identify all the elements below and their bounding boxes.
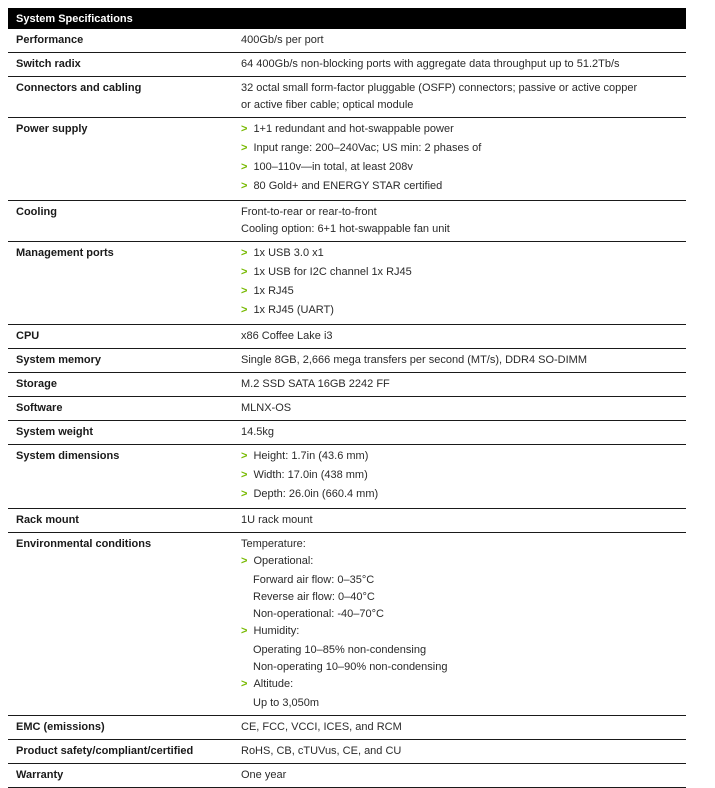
spec-value bbox=[233, 118, 686, 201]
spec-header-row bbox=[8, 8, 686, 29]
spec-bullet bbox=[241, 283, 680, 300]
spec-value-line: MLNX-OS bbox=[241, 402, 292, 414]
spec-bullet bbox=[241, 486, 680, 503]
spec-value-line: 32 octal small form-factor pluggable (OSFP) connectors; passive or active copper bbox=[241, 82, 638, 94]
spec-row-power-supply bbox=[8, 118, 686, 201]
spec-row-rack-mount bbox=[8, 509, 686, 533]
spec-row-connectors-and-cabling bbox=[8, 77, 686, 118]
bullet-arrow-icon: > bbox=[241, 678, 248, 690]
spec-bullet bbox=[241, 121, 680, 138]
spec-value bbox=[233, 397, 686, 421]
spec-bullet bbox=[241, 302, 680, 319]
spec-row-emc-emissions bbox=[8, 716, 686, 740]
env-bullet bbox=[241, 676, 680, 693]
bullet-text: Height: 1.7in (43.6 mm) bbox=[253, 450, 369, 462]
spec-value bbox=[233, 29, 686, 53]
spec-value-line: x86 Coffee Lake i3 bbox=[241, 330, 333, 342]
spec-table-body bbox=[8, 29, 686, 788]
spec-row-cpu bbox=[8, 325, 686, 349]
bullet-text: 100–110v—in total, at least 208v bbox=[253, 161, 413, 173]
env-bullet bbox=[241, 553, 680, 570]
bullet-arrow-icon: > bbox=[241, 625, 248, 637]
spec-value bbox=[233, 242, 686, 325]
spec-value-line: RoHS, CB, cTUVus, CE, and CU bbox=[241, 745, 402, 757]
spec-value bbox=[233, 421, 686, 445]
spec-label: Cooling bbox=[8, 201, 233, 242]
spec-value bbox=[233, 764, 686, 788]
bullet-arrow-icon: > bbox=[241, 488, 248, 500]
spec-bullet bbox=[241, 178, 680, 195]
spec-value-line: M.2 SSD SATA 16GB 2242 FF bbox=[241, 378, 390, 390]
spec-value bbox=[233, 77, 686, 118]
env-sub-line: Non-operational: -40–70°C bbox=[253, 608, 384, 620]
spec-value bbox=[233, 533, 686, 716]
spec-bullet bbox=[241, 448, 680, 465]
bullet-text: Altitude: bbox=[253, 678, 294, 690]
spec-bullet bbox=[241, 159, 680, 176]
bullet-arrow-icon: > bbox=[241, 266, 248, 278]
bullet-arrow-icon: > bbox=[241, 304, 248, 316]
spec-row-environmental-conditions bbox=[8, 533, 686, 716]
spec-row-management-ports bbox=[8, 242, 686, 325]
spec-label: Software bbox=[8, 397, 233, 421]
bullet-text: Humidity: bbox=[253, 625, 300, 637]
bullet-arrow-icon: > bbox=[241, 469, 248, 481]
spec-value-line: 14.5kg bbox=[241, 426, 275, 438]
spec-value-line: or active fiber cable; optical module bbox=[241, 99, 414, 111]
spec-label: Power supply bbox=[8, 118, 233, 201]
env-sub-line: Operating 10–85% non-condensing bbox=[253, 644, 427, 656]
env-heading: Temperature: bbox=[241, 538, 306, 550]
env-sub-line: Up to 3,050m bbox=[253, 697, 320, 709]
spec-row-performance bbox=[8, 29, 686, 53]
bullet-arrow-icon: > bbox=[241, 180, 248, 192]
spec-label: Connectors and cabling bbox=[8, 77, 233, 118]
spec-label: Performance bbox=[8, 29, 233, 53]
spec-value-line: 64 400Gb/s non-blocking ports with aggregate data throughput up to 51.2Tb/s bbox=[241, 58, 620, 70]
spec-row-switch-radix bbox=[8, 53, 686, 77]
spec-bullet bbox=[241, 467, 680, 484]
spec-label: Environmental conditions bbox=[8, 533, 233, 716]
spec-label: System dimensions bbox=[8, 445, 233, 509]
spec-bullet bbox=[241, 140, 680, 157]
spec-value-line: CE, FCC, VCCI, ICES, and RCM bbox=[241, 721, 402, 733]
bullet-arrow-icon: > bbox=[241, 555, 248, 567]
spec-label: CPU bbox=[8, 325, 233, 349]
bullet-text: 1x USB for I2C channel 1x RJ45 bbox=[253, 266, 412, 278]
bullet-arrow-icon: > bbox=[241, 285, 248, 297]
bullet-text: 1x RJ45 bbox=[253, 285, 294, 297]
spec-value-line: Single 8GB, 2,666 mega transfers per second (MT/s), DDR4 SO-DIMM bbox=[241, 354, 588, 366]
spec-bullet bbox=[241, 264, 680, 281]
bullet-text: Width: 17.0in (438 mm) bbox=[253, 469, 368, 481]
env-sub-line: Forward air flow: 0–35°C bbox=[253, 574, 375, 586]
spec-label: Warranty bbox=[8, 764, 233, 788]
spec-value-line: 1U rack mount bbox=[241, 514, 313, 526]
bullet-arrow-icon: > bbox=[241, 247, 248, 259]
spec-row-warranty bbox=[8, 764, 686, 788]
spec-label: Rack mount bbox=[8, 509, 233, 533]
spec-row-system-memory bbox=[8, 349, 686, 373]
env-sub-line: Reverse air flow: 0–40°C bbox=[253, 591, 375, 603]
bullet-text: 1x USB 3.0 x1 bbox=[253, 247, 324, 259]
spec-table-title: System Specifications bbox=[8, 8, 686, 29]
bullet-text: 80 Gold+ and ENERGY STAR certified bbox=[253, 180, 443, 192]
env-bullet bbox=[241, 623, 680, 640]
spec-value bbox=[233, 445, 686, 509]
spec-row-storage bbox=[8, 373, 686, 397]
spec-value bbox=[233, 349, 686, 373]
bullet-text: 1x RJ45 (UART) bbox=[253, 304, 334, 316]
spec-label: Storage bbox=[8, 373, 233, 397]
spec-value bbox=[233, 373, 686, 397]
spec-label: Switch radix bbox=[8, 53, 233, 77]
spec-row-cooling bbox=[8, 201, 686, 242]
spec-value-line: Cooling option: 6+1 hot-swappable fan unit bbox=[241, 223, 450, 235]
bullet-arrow-icon: > bbox=[241, 161, 248, 173]
bullet-text: 1+1 redundant and hot-swappable power bbox=[253, 123, 454, 135]
env-sub-line: Non-operating 10–90% non-condensing bbox=[253, 661, 448, 673]
spec-row-system-dimensions bbox=[8, 445, 686, 509]
spec-sheet bbox=[8, 8, 686, 788]
spec-label: Product safety/compliant/certified bbox=[8, 740, 233, 764]
spec-label: System weight bbox=[8, 421, 233, 445]
bullet-text: Depth: 26.0in (660.4 mm) bbox=[253, 488, 379, 500]
spec-label: System memory bbox=[8, 349, 233, 373]
spec-row-system-weight bbox=[8, 421, 686, 445]
spec-label: EMC (emissions) bbox=[8, 716, 233, 740]
spec-value bbox=[233, 509, 686, 533]
spec-label: Management ports bbox=[8, 242, 233, 325]
spec-value bbox=[233, 201, 686, 242]
bullet-arrow-icon: > bbox=[241, 450, 248, 462]
spec-value bbox=[233, 740, 686, 764]
spec-value-line: Front-to-rear or rear-to-front bbox=[241, 206, 377, 218]
spec-value bbox=[233, 325, 686, 349]
bullet-arrow-icon: > bbox=[241, 142, 248, 154]
spec-row-product-safety-compliant-certified bbox=[8, 740, 686, 764]
spec-value bbox=[233, 716, 686, 740]
spec-value bbox=[233, 53, 686, 77]
spec-value-line: 400Gb/s per port bbox=[241, 34, 324, 46]
spec-row-software bbox=[8, 397, 686, 421]
bullet-text: Operational: bbox=[253, 555, 314, 567]
bullet-text: Input range: 200–240Vac; US min: 2 phases of bbox=[253, 142, 482, 154]
spec-value-line: One year bbox=[241, 769, 287, 781]
spec-bullet bbox=[241, 245, 680, 262]
spec-table bbox=[8, 8, 686, 788]
bullet-arrow-icon: > bbox=[241, 123, 248, 135]
